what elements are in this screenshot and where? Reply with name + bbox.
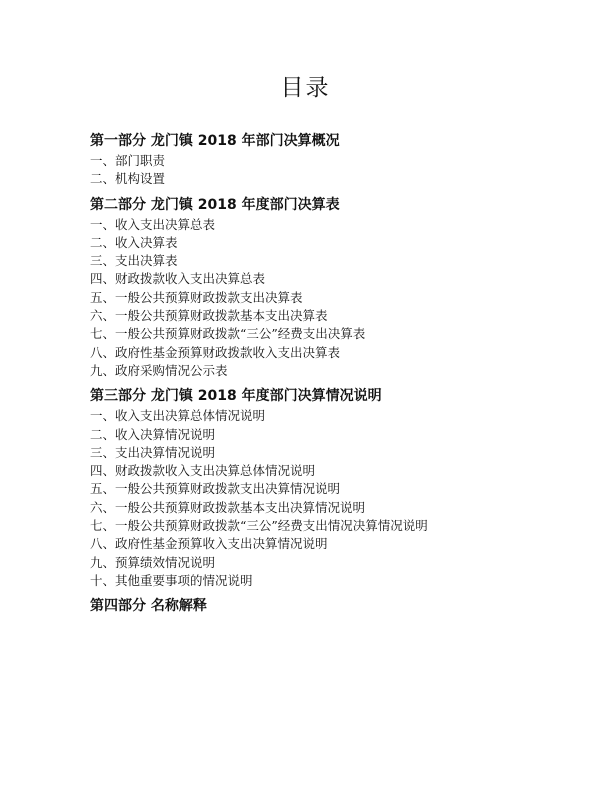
section-heading: 第一部分 龙门镇 2018 年部门决算概况 (90, 133, 340, 149)
toc-item: 五、一般公共预算财政拨款支出决算表 (90, 289, 303, 305)
toc-item: 五、一般公共预算财政拨款支出决算情况说明 (90, 481, 341, 497)
toc-item: 八、政府性基金预算财政拨款收入支出决算表 (90, 344, 341, 360)
toc-item: 三、支出决算情况说明 (90, 444, 216, 460)
toc-item: 七、一般公共预算财政拨款“三公”经费支出决算表 (90, 326, 366, 342)
toc-item: 二、机构设置 (90, 171, 166, 187)
toc-section-1 (90, 132, 590, 189)
toc-section-3 (90, 387, 590, 590)
section-heading: 第二部分 龙门镇 2018 年度部门决算表 (90, 196, 340, 213)
table-of-contents (90, 132, 590, 616)
toc-item: 七、一般公共预算财政拨款“三公”经费支出情况决算情况说明 (90, 518, 428, 534)
page-title: 目录 (280, 75, 331, 101)
toc-item: 二、收入决算表 (90, 234, 178, 250)
toc-item: 一、部门职责 (90, 153, 166, 168)
toc-item: 四、财政拨款收入支出决算总表 (90, 271, 266, 287)
toc-item: 九、政府采购情况公示表 (90, 362, 228, 378)
toc-item: 十、其他重要事项的情况说明 (90, 572, 253, 588)
toc-section-4 (90, 597, 590, 616)
toc-item: 九、预算绩效情况说明 (90, 554, 216, 570)
toc-item: 八、政府性基金预算收入支出决算情况说明 (90, 536, 328, 552)
section-heading: 第四部分 名称解释 (90, 598, 207, 615)
toc-section-2 (90, 196, 590, 381)
toc-item: 四、财政拨款收入支出决算总体情况说明 (90, 463, 316, 479)
toc-item: 二、收入决算情况说明 (90, 426, 216, 442)
toc-item: 一、收入支出决算总表 (90, 216, 216, 232)
section-heading: 第三部分 龙门镇 2018 年度部门决算情况说明 (90, 388, 382, 405)
toc-item: 三、支出决算表 (90, 253, 178, 269)
toc-item: 一、收入支出决算总体情况说明 (90, 408, 266, 424)
toc-item: 六、一般公共预算财政拨款基本支出决算情况说明 (90, 499, 366, 515)
toc-item: 六、一般公共预算财政拨款基本支出决算表 (90, 308, 328, 324)
